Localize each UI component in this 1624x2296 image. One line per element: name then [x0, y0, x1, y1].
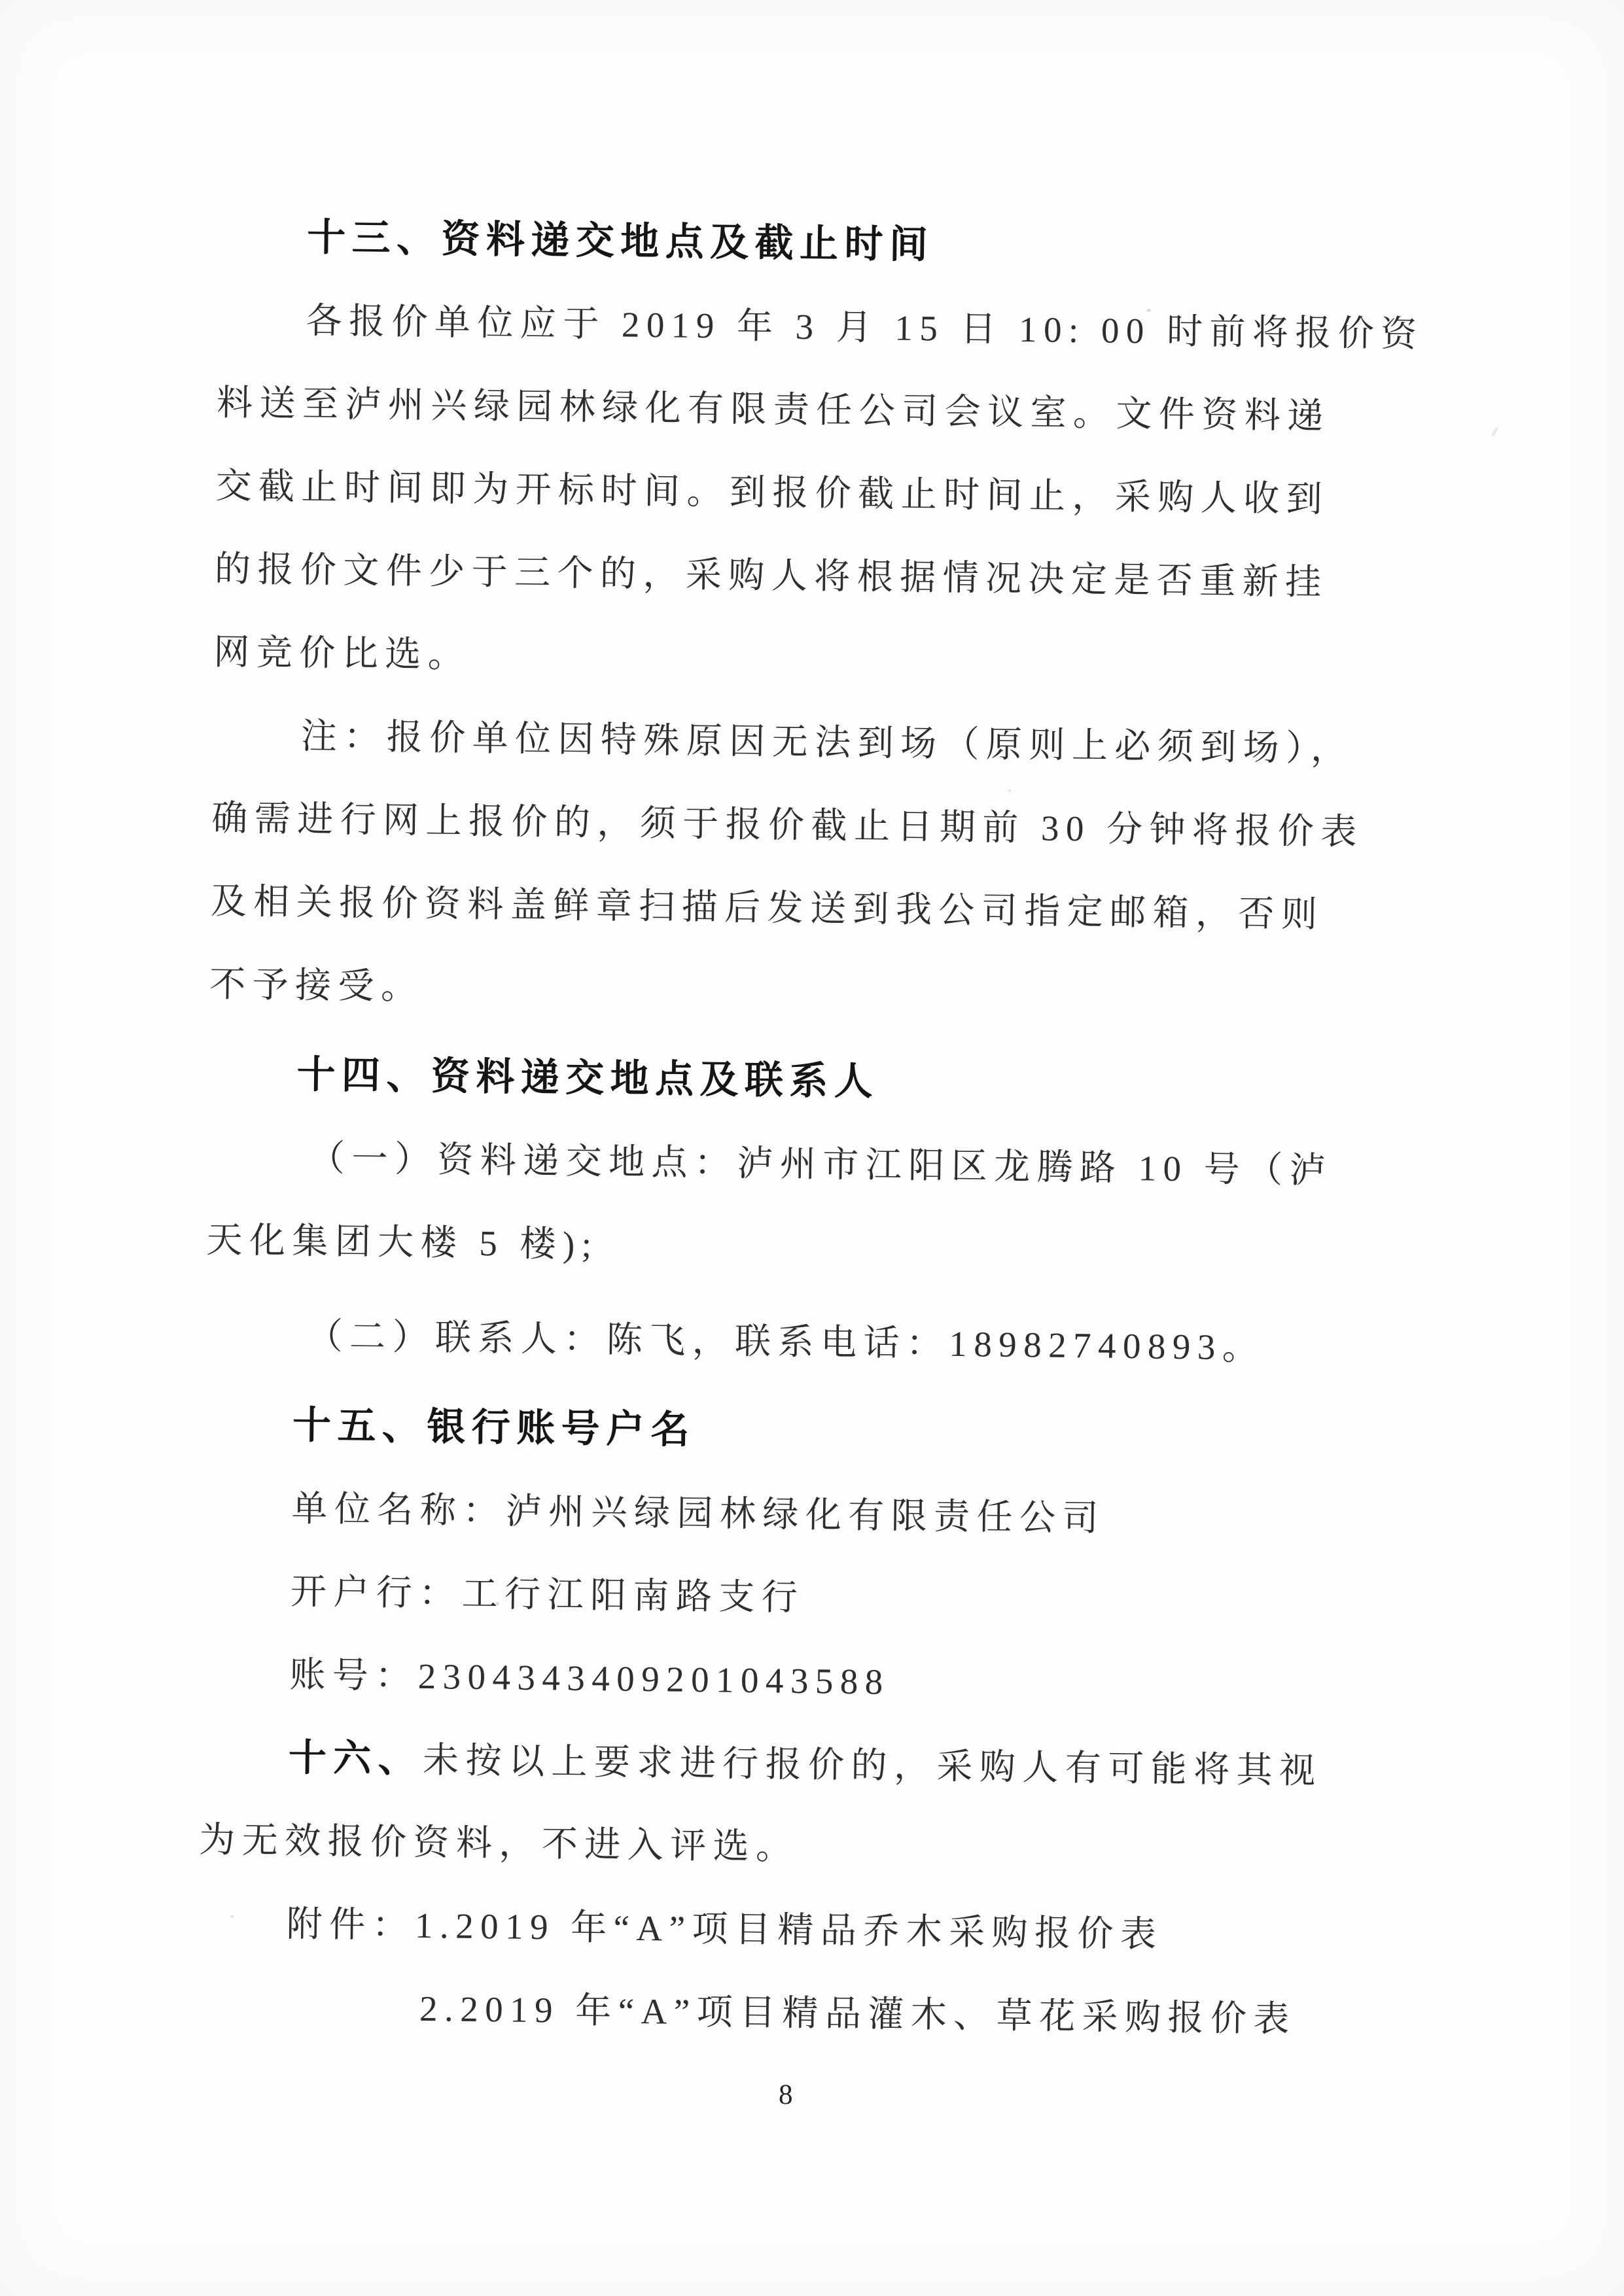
section-16-line-2: 为无效报价资料，不进入评选。	[198, 1819, 799, 1868]
scan-speck	[230, 1915, 234, 1918]
section-16-line-1	[200, 1715, 1417, 1813]
document-body	[196, 195, 1436, 2062]
note-line-1: 注：报价单位因特殊原因无法到场（原则上必须到场），	[300, 716, 1354, 769]
scan-speck	[1491, 426, 1499, 437]
submission-deadline-line-4: 的报价文件少于三个的，采购人将根据情况决定是否重新挂	[214, 548, 1328, 602]
attachment-line-1: 附件：1.2019 年“A”项目精品乔木采购报价表	[286, 1904, 1163, 1955]
section-13-heading: 十三、资料递交地点及截止时间	[306, 215, 934, 267]
contact-item-line: （二）联系人：陈飞，联系电话：18982740893。	[306, 1315, 1265, 1368]
account-name-line: 单位名称：泸州兴绿园林绿化有限责任公司	[291, 1488, 1106, 1539]
note-line-4: 不予接受。	[209, 964, 424, 1007]
scan-speck	[496, 1602, 499, 1605]
address-item-line-2: 天化集团大楼 5 楼);	[206, 1219, 599, 1265]
account-number-line: 账号：2304343409201043588	[289, 1654, 891, 1702]
address-item-line-1: （一）资料递交地点：泸州市江阳区龙腾路 10 号（泸	[308, 1138, 1333, 1191]
section-14-heading: 十四、资料递交地点及联系人	[296, 1052, 879, 1104]
submission-deadline-line-3: 交截止时间即为开标时间。到报价截止时间止，采购人收到	[215, 465, 1330, 519]
section-15-heading: 十五、银行账号户名	[292, 1403, 696, 1452]
section-16-text: 未按以上要求进行报价的，采购人有可能将其视	[422, 1739, 1322, 1791]
scan-speck	[1008, 790, 1011, 792]
page-number: 8	[779, 2079, 793, 2110]
submission-deadline-line-1: 各报价单位应于 2019 年 3 月 15 日 10: 00 时前将报价资	[306, 300, 1424, 355]
attachment-line-2: 2.2019 年“A”项目精品灌木、草花采购报价表	[419, 1988, 1297, 2040]
note-line-3: 及相关报价资料盖鲜章扫描后发送到我公司指定邮箱，否则	[210, 880, 1324, 935]
scan-speck	[1146, 309, 1151, 312]
submission-deadline-line-5: 网竞价比选。	[213, 631, 471, 675]
submission-deadline-line-2: 料送至泸州兴绿园林绿化有限责任公司会议室。文件资料递	[216, 382, 1331, 436]
section-16-number: 十六、	[288, 1736, 423, 1781]
note-line-2: 确需进行网上报价的，须于报价截止日期前 30 分钟将报价表	[211, 797, 1364, 852]
bank-branch-line: 开户行：工行江阳南路支行	[290, 1571, 805, 1618]
